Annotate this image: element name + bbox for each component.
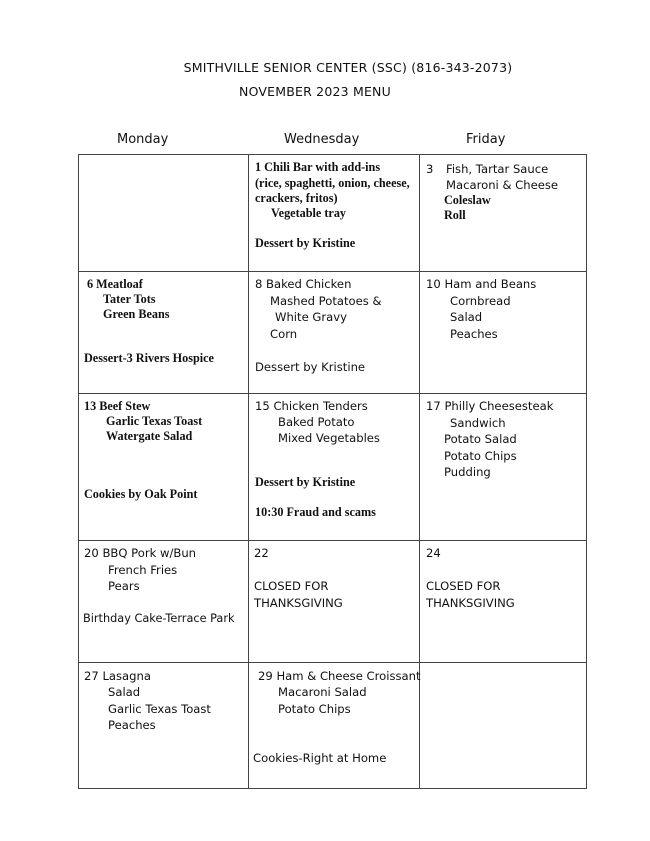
- day-header-friday: Friday: [466, 132, 506, 147]
- menu-line: Baked Potato: [278, 415, 355, 429]
- menu-cell-friday: [420, 541, 587, 663]
- menu-cell-wednesday: [249, 394, 420, 541]
- menu-line: Pears: [108, 579, 140, 593]
- menu-line: Watergate Salad: [106, 429, 193, 443]
- menu-line: THANKSGIVING: [426, 596, 515, 610]
- menu-line: 17 Philly Cheesesteak: [426, 399, 554, 413]
- menu-line: crackers, fritos): [255, 191, 338, 205]
- menu-line: CLOSED FOR: [426, 579, 501, 593]
- menu-line: Dessert by Kristine: [255, 475, 356, 489]
- menu-cell-wednesday: [249, 155, 420, 272]
- menu-line: 29 Ham & Cheese Croissant: [258, 669, 421, 683]
- menu-line: French Fries: [108, 563, 178, 577]
- menu-line: Green Beans: [103, 307, 170, 321]
- menu-line: Coleslaw: [444, 193, 491, 207]
- menu-line: (rice, spaghetti, onion, cheese,: [255, 176, 410, 190]
- menu-line: Salad: [450, 310, 483, 324]
- week-row: [79, 663, 587, 789]
- menu-line: Roll: [444, 208, 466, 222]
- menu-line: Potato Chips: [278, 702, 351, 716]
- menu-line: 15 Chicken Tenders: [255, 399, 368, 413]
- menu-line: 1 Chili Bar with add-ins: [255, 160, 381, 174]
- menu-cell-wednesday: [249, 663, 420, 789]
- menu-line: Mixed Vegetables: [278, 431, 380, 445]
- menu-line: Fish, Tartar Sauce: [446, 162, 549, 176]
- menu-line: Garlic Texas Toast: [108, 702, 211, 716]
- menu-line: 13 Beef Stew: [84, 399, 151, 413]
- day-header-wednesday: Wednesday: [284, 132, 360, 147]
- menu-cell-monday: [79, 394, 249, 541]
- menu-cell-monday: [79, 272, 249, 394]
- menu-line: Vegetable tray: [271, 206, 347, 220]
- page-title: SMITHVILLE SENIOR CENTER (SSC) (816-343-2073): [183, 60, 513, 75]
- menu-line: Corn: [270, 327, 298, 341]
- menu-cell-monday: [79, 663, 249, 789]
- menu-line: 8 Baked Chicken: [255, 277, 352, 291]
- menu-line: Dessert by Kristine: [255, 360, 366, 374]
- menu-line: 6 Meatloaf: [87, 277, 143, 291]
- menu-line: Macaroni & Cheese: [446, 178, 559, 192]
- menu-table: [78, 154, 587, 789]
- menu-line: Sandwich: [450, 416, 506, 430]
- menu-line: Mashed Potatoes &: [270, 294, 382, 308]
- menu-line: Cookies by Oak Point: [84, 487, 198, 501]
- menu-line: 27 Lasagna: [84, 669, 151, 683]
- menu-cell-friday: [420, 155, 587, 272]
- menu-line: 10 Ham and Beans: [426, 277, 537, 291]
- menu-line: White Gravy: [275, 310, 347, 324]
- week-row: [79, 155, 587, 272]
- menu-cell-friday: [420, 272, 587, 394]
- menu-cell-friday: [420, 663, 587, 789]
- menu-cell-monday: [79, 155, 249, 272]
- page-subtitle: NOVEMBER 2023 MENU: [239, 84, 391, 99]
- menu-line: Cornbread: [450, 294, 511, 308]
- menu-line: Peaches: [450, 327, 498, 341]
- week-row: [79, 272, 587, 394]
- menu-line: 24: [426, 546, 441, 560]
- menu-line: Peaches: [108, 718, 156, 732]
- menu-line: 20 BBQ Pork w/Bun: [84, 546, 197, 560]
- menu-line: CLOSED FOR: [254, 579, 329, 593]
- day-header-monday: Monday: [117, 132, 169, 147]
- menu-cell-friday: [420, 394, 587, 541]
- week-row: [79, 394, 587, 541]
- menu-line: THANKSGIVING: [254, 596, 343, 610]
- menu-line: Salad: [108, 685, 141, 699]
- menu-line: Garlic Texas Toast: [106, 414, 203, 428]
- menu-line: Macaroni Salad: [278, 685, 367, 699]
- menu-cell-wednesday: [249, 541, 420, 663]
- menu-line: 3: [426, 162, 434, 176]
- menu-line: Potato Chips: [444, 449, 517, 463]
- menu-line: 22: [254, 546, 269, 560]
- menu-line: Dessert by Kristine: [255, 236, 356, 250]
- menu-line: Dessert-3 Rivers Hospice: [84, 351, 214, 365]
- menu-line: Birthday Cake-Terrace Park: [83, 612, 235, 625]
- menu-line: Tater Tots: [103, 292, 156, 306]
- menu-cell-wednesday: [249, 272, 420, 394]
- menu-cell-monday: [79, 541, 249, 663]
- week-row: [79, 541, 587, 663]
- menu-line: 10:30 Fraud and scams: [255, 505, 376, 519]
- menu-line: Cookies-Right at Home: [253, 751, 387, 765]
- menu-line: Pudding: [444, 465, 491, 479]
- menu-line: Potato Salad: [444, 432, 517, 446]
